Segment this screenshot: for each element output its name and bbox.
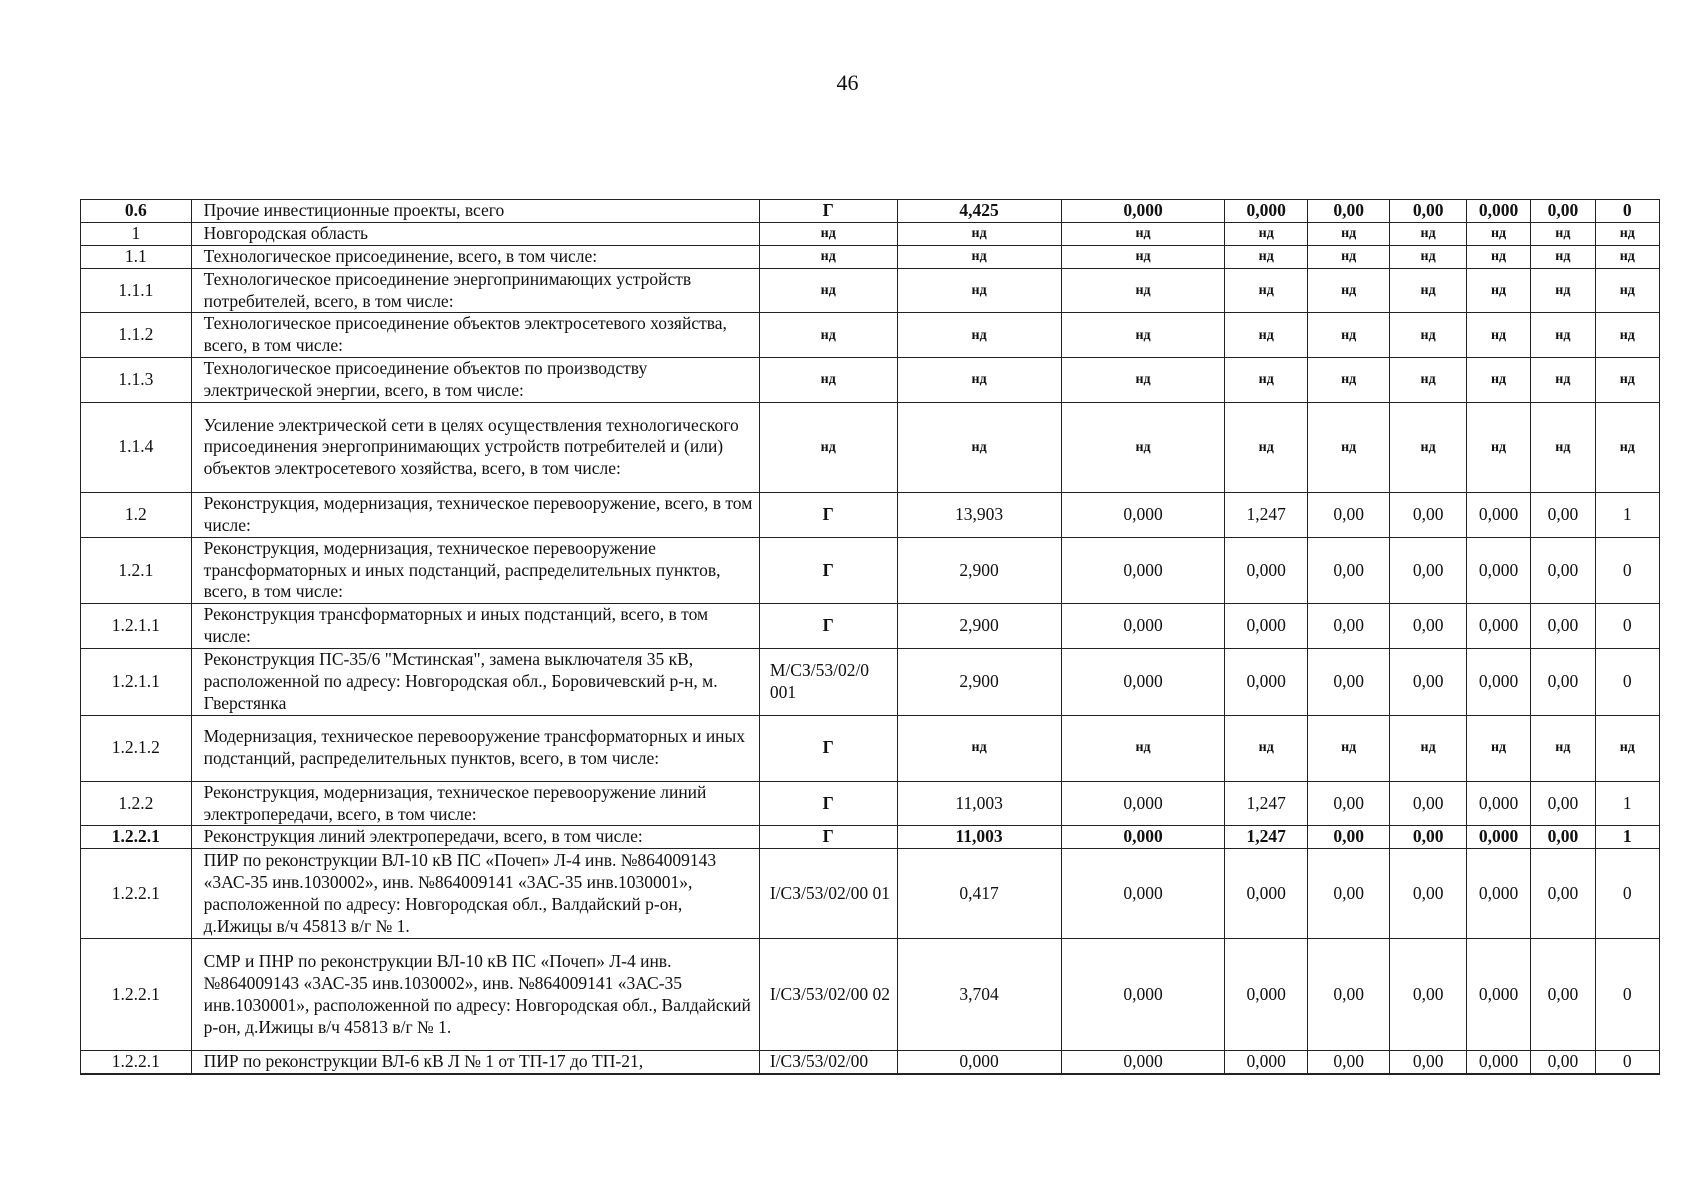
row-number: 1.2.1	[81, 537, 192, 604]
row-name: Технологическое присоединение, всего, в том числе:	[191, 245, 759, 268]
value-2: 0,000	[1061, 537, 1225, 604]
row-code: нд	[759, 358, 897, 403]
value-7: 0,00	[1531, 1051, 1595, 1074]
table-row	[81, 537, 1660, 604]
value-1: 0,417	[897, 849, 1061, 939]
value-6: нд	[1466, 402, 1530, 492]
value-6: нд	[1466, 715, 1530, 781]
row-number: 1.2	[81, 492, 192, 537]
value-4: нд	[1307, 268, 1389, 313]
value-8: нд	[1595, 715, 1659, 781]
value-7: 0,00	[1531, 492, 1595, 537]
value-8: нд	[1595, 313, 1659, 358]
value-5: нд	[1390, 715, 1466, 781]
row-name: Модернизация, техническое перевооружение трансформаторных и иных подстанций, распределительных пунктов, всего, в том числе:	[191, 715, 759, 781]
row-code: I/СЗ/53/02/00 01	[759, 849, 897, 939]
value-3: 0,000	[1225, 200, 1307, 223]
row-number: 1.1.3	[81, 358, 192, 403]
row-number: 0.6	[81, 200, 192, 223]
value-2: нд	[1061, 268, 1225, 313]
value-4: 0,00	[1307, 849, 1389, 939]
investment-table	[80, 199, 1660, 1075]
value-6: 0,000	[1466, 939, 1530, 1051]
value-6: нд	[1466, 268, 1530, 313]
table-body	[81, 200, 1660, 1075]
value-8: 1	[1595, 826, 1659, 849]
value-6: нд	[1466, 222, 1530, 245]
value-1: нд	[897, 402, 1061, 492]
row-code: I/СЗ/53/02/00 02	[759, 939, 897, 1051]
value-7: 0,00	[1531, 200, 1595, 223]
value-6: 0,000	[1466, 604, 1530, 649]
row-code: М/СЗ/53/02/0 001	[759, 649, 897, 716]
value-3: нд	[1225, 245, 1307, 268]
row-number: 1.1.2	[81, 313, 192, 358]
value-7: нд	[1531, 245, 1595, 268]
table-row	[81, 781, 1660, 826]
row-name: Реконструкция, модернизация, техническое перевооружение трансформаторных и иных подстанций, распределительных пунктов, всего, в том числе:	[191, 537, 759, 604]
value-6: нд	[1466, 245, 1530, 268]
value-4: 0,00	[1307, 604, 1389, 649]
row-name: Технологическое присоединение объектов по производству электрической энергии, всего, в том числе:	[191, 358, 759, 403]
value-1: нд	[897, 715, 1061, 781]
value-4: нд	[1307, 358, 1389, 403]
value-7: нд	[1531, 222, 1595, 245]
value-1: 11,003	[897, 781, 1061, 826]
row-number: 1.2.2.1	[81, 826, 192, 849]
row-number: 1.2.1.1	[81, 649, 192, 716]
value-7: нд	[1531, 268, 1595, 313]
value-3: нд	[1225, 715, 1307, 781]
value-5: нд	[1390, 268, 1466, 313]
row-name: Реконструкция ПС-35/6 "Мстинская", замена выключателя 35 кВ, расположенной по адресу: Новгородская обл., Боровичевский р-н, м. Гверстянка	[191, 649, 759, 716]
value-4: 0,00	[1307, 649, 1389, 716]
value-8: 1	[1595, 492, 1659, 537]
value-3: нд	[1225, 358, 1307, 403]
value-2: 0,000	[1061, 939, 1225, 1051]
row-code: нд	[759, 268, 897, 313]
value-7: 0,00	[1531, 939, 1595, 1051]
value-1: 11,003	[897, 826, 1061, 849]
row-name: Реконструкция, модернизация, техническое перевооружение линий электропередачи, всего, в том числе:	[191, 781, 759, 826]
table-row	[81, 826, 1660, 849]
row-code: Г	[759, 200, 897, 223]
table-row	[81, 222, 1660, 245]
row-code: Г	[759, 826, 897, 849]
value-5: 0,00	[1390, 649, 1466, 716]
value-8: нд	[1595, 222, 1659, 245]
table-row	[81, 715, 1660, 781]
row-number: 1	[81, 222, 192, 245]
value-5: нд	[1390, 402, 1466, 492]
value-4: нд	[1307, 222, 1389, 245]
value-3: нд	[1225, 222, 1307, 245]
row-number: 1.2.2	[81, 781, 192, 826]
value-3: нд	[1225, 268, 1307, 313]
value-5: 0,00	[1390, 939, 1466, 1051]
value-8: 0	[1595, 939, 1659, 1051]
value-3: 1,247	[1225, 492, 1307, 537]
table-row	[81, 939, 1660, 1051]
table-row	[81, 245, 1660, 268]
value-3: 0,000	[1225, 604, 1307, 649]
value-6: нд	[1466, 358, 1530, 403]
value-8: нд	[1595, 245, 1659, 268]
value-8: 0	[1595, 537, 1659, 604]
table-row	[81, 604, 1660, 649]
value-2: нд	[1061, 222, 1225, 245]
value-1: нд	[897, 313, 1061, 358]
value-4: 0,00	[1307, 826, 1389, 849]
row-code: Г	[759, 604, 897, 649]
value-2: 0,000	[1061, 200, 1225, 223]
table-row	[81, 492, 1660, 537]
table-row	[81, 268, 1660, 313]
row-code: Г	[759, 781, 897, 826]
value-1: 4,425	[897, 200, 1061, 223]
value-4: нд	[1307, 313, 1389, 358]
row-name: Реконструкция трансформаторных и иных подстанций, всего, в том числе:	[191, 604, 759, 649]
row-number: 1.1.4	[81, 402, 192, 492]
value-2: 0,000	[1061, 1051, 1225, 1074]
value-5: 0,00	[1390, 849, 1466, 939]
value-8: нд	[1595, 268, 1659, 313]
value-1: 2,900	[897, 537, 1061, 604]
value-1: 13,903	[897, 492, 1061, 537]
value-5: 0,00	[1390, 826, 1466, 849]
value-6: 0,000	[1466, 200, 1530, 223]
value-2: нд	[1061, 245, 1225, 268]
value-6: 0,000	[1466, 781, 1530, 826]
value-1: нд	[897, 358, 1061, 403]
row-name: Прочие инвестиционные проекты, всего	[191, 200, 759, 223]
row-code: Г	[759, 537, 897, 604]
value-4: 0,00	[1307, 1051, 1389, 1074]
value-6: 0,000	[1466, 537, 1530, 604]
value-3: 0,000	[1225, 1051, 1307, 1074]
value-5: 0,00	[1390, 492, 1466, 537]
value-2: 0,000	[1061, 781, 1225, 826]
value-2: нд	[1061, 715, 1225, 781]
value-4: нд	[1307, 715, 1389, 781]
value-5: нд	[1390, 222, 1466, 245]
value-8: 0	[1595, 649, 1659, 716]
row-code: Г	[759, 715, 897, 781]
row-code: нд	[759, 245, 897, 268]
row-name: ПИР по реконструкции ВЛ-10 кВ ПС «Почеп» Л-4 инв. №864009143 «3АС-35 инв.1030002», инв. №864009141 «3АС-35 инв.1030001», расположенной по адресу: Новгородская обл., Валдайский р-он, д.Ижицы в/ч 45813 в/г № 1.	[191, 849, 759, 939]
value-4: 0,00	[1307, 939, 1389, 1051]
table-row	[81, 402, 1660, 492]
value-3: 1,247	[1225, 781, 1307, 826]
value-2: 0,000	[1061, 604, 1225, 649]
value-2: 0,000	[1061, 492, 1225, 537]
row-code: нд	[759, 313, 897, 358]
value-7: 0,00	[1531, 604, 1595, 649]
table-row	[81, 649, 1660, 716]
table-row	[81, 200, 1660, 223]
value-2: нд	[1061, 313, 1225, 358]
value-7: 0,00	[1531, 826, 1595, 849]
value-3: 1,247	[1225, 826, 1307, 849]
value-8: 0	[1595, 849, 1659, 939]
value-5: 0,00	[1390, 1051, 1466, 1074]
value-6: 0,000	[1466, 826, 1530, 849]
row-name: Новгородская область	[191, 222, 759, 245]
value-5: 0,00	[1390, 200, 1466, 223]
value-2: нд	[1061, 402, 1225, 492]
value-8: нд	[1595, 358, 1659, 403]
value-5: 0,00	[1390, 781, 1466, 826]
value-8: нд	[1595, 402, 1659, 492]
value-4: 0,00	[1307, 537, 1389, 604]
row-code: Г	[759, 492, 897, 537]
value-8: 0	[1595, 200, 1659, 223]
value-5: 0,00	[1390, 604, 1466, 649]
value-7: 0,00	[1531, 781, 1595, 826]
value-1: 0,000	[897, 1051, 1061, 1074]
value-6: нд	[1466, 313, 1530, 358]
value-1: нд	[897, 245, 1061, 268]
value-2: 0,000	[1061, 826, 1225, 849]
row-name: Реконструкция линий электропередачи, всего, в том числе:	[191, 826, 759, 849]
row-number: 1.1.1	[81, 268, 192, 313]
row-number: 1.2.2.1	[81, 849, 192, 939]
value-7: нд	[1531, 313, 1595, 358]
value-5: нд	[1390, 313, 1466, 358]
value-1: 3,704	[897, 939, 1061, 1051]
value-7: 0,00	[1531, 649, 1595, 716]
value-3: 0,000	[1225, 939, 1307, 1051]
value-8: 0	[1595, 604, 1659, 649]
value-3: 0,000	[1225, 537, 1307, 604]
value-7: 0,00	[1531, 849, 1595, 939]
value-4: нд	[1307, 402, 1389, 492]
row-number: 1.2.1.1	[81, 604, 192, 649]
value-5: нд	[1390, 245, 1466, 268]
row-name: Реконструкция, модернизация, техническое перевооружение, всего, в том числе:	[191, 492, 759, 537]
value-7: нд	[1531, 358, 1595, 403]
row-name: Технологическое присоединение объектов электросетевого хозяйства, всего, в том числе:	[191, 313, 759, 358]
page-number: 46	[836, 70, 859, 95]
value-6: 0,000	[1466, 1051, 1530, 1074]
row-number: 1.2.1.2	[81, 715, 192, 781]
row-code: нд	[759, 402, 897, 492]
row-number: 1.1	[81, 245, 192, 268]
value-7: нд	[1531, 402, 1595, 492]
row-code: I/СЗ/53/02/00	[759, 1051, 897, 1074]
value-4: 0,00	[1307, 200, 1389, 223]
row-name: Усиление электрической сети в целях осуществления технологического присоединения энергопринимающих устройств потребителей и (или) объектов электросетевого хозяйства, всего, в том числе:	[191, 402, 759, 492]
value-2: 0,000	[1061, 849, 1225, 939]
value-5: нд	[1390, 358, 1466, 403]
value-1: 2,900	[897, 604, 1061, 649]
table-row	[81, 358, 1660, 403]
value-6: 0,000	[1466, 849, 1530, 939]
row-name: Технологическое присоединение энергопринимающих устройств потребителей, всего, в том числе:	[191, 268, 759, 313]
row-number: 1.2.2.1	[81, 1051, 192, 1074]
value-3: 0,000	[1225, 849, 1307, 939]
value-7: нд	[1531, 715, 1595, 781]
value-6: 0,000	[1466, 649, 1530, 716]
value-4: 0,00	[1307, 492, 1389, 537]
table-row	[81, 849, 1660, 939]
value-8: 0	[1595, 1051, 1659, 1074]
value-4: нд	[1307, 245, 1389, 268]
row-code: нд	[759, 222, 897, 245]
value-2: нд	[1061, 358, 1225, 403]
row-name: СМР и ПНР по реконструкции ВЛ-10 кВ ПС «Почеп» Л-4 инв. №864009143 «3АС-35 инв.1030002», инв. №864009141 «3АС-35 инв.1030001», расположенной по адресу: Новгородская обл., Валдайский р-он, д.Ижицы в/ч 45813 в/г № 1.	[191, 939, 759, 1051]
value-1: нд	[897, 268, 1061, 313]
value-3: 0,000	[1225, 649, 1307, 716]
row-number: 1.2.2.1	[81, 939, 192, 1051]
value-8: 1	[1595, 781, 1659, 826]
value-3: нд	[1225, 402, 1307, 492]
value-1: нд	[897, 222, 1061, 245]
value-2: 0,000	[1061, 649, 1225, 716]
value-5: 0,00	[1390, 537, 1466, 604]
value-1: 2,900	[897, 649, 1061, 716]
table-row	[81, 313, 1660, 358]
value-7: 0,00	[1531, 537, 1595, 604]
table-row	[81, 1051, 1660, 1074]
value-3: нд	[1225, 313, 1307, 358]
value-4: 0,00	[1307, 781, 1389, 826]
value-6: 0,000	[1466, 492, 1530, 537]
row-name: ПИР по реконструкции ВЛ-6 кВ Л № 1 от ТП-17 до ТП-21,	[191, 1051, 759, 1074]
